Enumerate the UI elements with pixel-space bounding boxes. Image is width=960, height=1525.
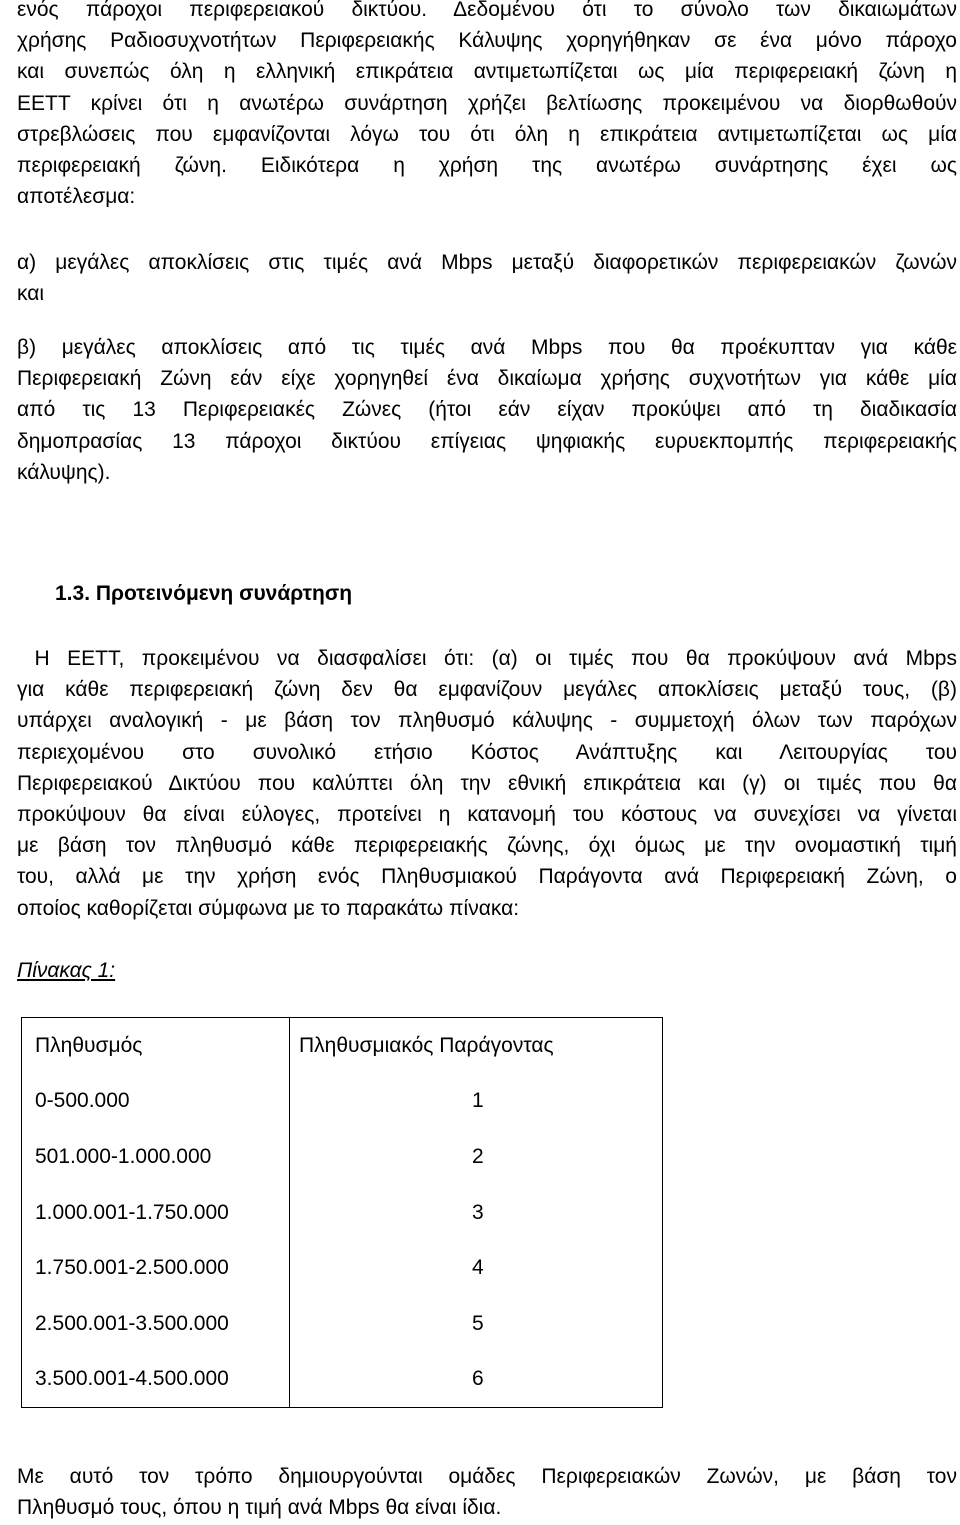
cell-population: 1.750.001-2.500.000 bbox=[22, 1240, 290, 1296]
text-line: και συνεπώς όλη η ελληνική επικράτεια αντιμετωπίζεται ως μία περιφερειακή ζώνη η bbox=[17, 60, 957, 84]
text-line: περιεχομένου στο συνολικό ετήσιο Κόστος Ανάπτυξης και Λειτουργίας του bbox=[17, 740, 957, 764]
text-line: του, αλλά με την χρήση ενός Πληθυσμιακού Παράγοντα ανά Περιφερειακή Ζώνη, ο bbox=[17, 865, 957, 889]
text-line: αποτέλεσμα: bbox=[17, 185, 136, 209]
table-header-row bbox=[22, 1018, 663, 1074]
text-line: ενός πάροχοι περιφερειακού δικτύου. Δεδομένου ότι το σύνολο των δικαιωμάτων bbox=[17, 0, 957, 21]
proposal-paragraph bbox=[17, 643, 957, 924]
cell-factor: 1 bbox=[290, 1074, 663, 1130]
text-line: περιφερειακή ζώνη. Ειδικότερα η χρήση της ανωτέρω συνάρτησης έχει ως bbox=[17, 154, 957, 178]
text-line: Με αυτό τον τρόπο δημιουργούνται ομάδες Περιφερειακών Ζωνών, με βάση τον bbox=[17, 1465, 957, 1488]
population-factor-table bbox=[21, 1017, 663, 1408]
text-line: Η ΕΕΤΤ, προκειμένου να διασφαλίσει ότι: (α) οι τιμές που θα προκύψουν ανά Mbps bbox=[17, 647, 957, 670]
text-line: προκύψουν θα είναι εύλογες, προτείνει η κατανομή του κόστους να συνεχίσει να γίνεται bbox=[17, 803, 957, 827]
table-row bbox=[22, 1074, 663, 1130]
list-item-a bbox=[17, 247, 957, 309]
table-row bbox=[22, 1240, 663, 1296]
cell-factor: 2 bbox=[290, 1129, 663, 1185]
table-row bbox=[22, 1129, 663, 1185]
cell-factor: 3 bbox=[290, 1185, 663, 1241]
cell-population: 1.000.001-1.750.000 bbox=[22, 1185, 290, 1241]
cell-factor: 6 bbox=[290, 1352, 663, 1408]
text-line: Περιφερειακού Δικτύου που καλύπτει όλη την εθνική επικράτεια και (γ) οι τιμές που θα bbox=[17, 771, 957, 795]
closing-paragraph bbox=[17, 1461, 957, 1523]
text-line: στρεβλώσεις που εμφανίζονται λόγω του ότι όλη η επικράτεια αντιμετωπίζεται ως μία bbox=[17, 122, 957, 146]
list-item-b bbox=[17, 332, 957, 488]
text-line: χρήσης Ραδιοσυχνοτήτων Περιφερειακής Κάλυψης χορηγήθηκαν σε ένα μόνο πάροχο bbox=[17, 29, 957, 53]
text-line: υπάρχει αναλογική - με βάση τον πληθυσμό κάλυψης - συμμετοχή όλων των παρόχων bbox=[17, 709, 957, 733]
text-line: και bbox=[17, 282, 45, 306]
cell-population: 2.500.001-3.500.000 bbox=[22, 1296, 290, 1352]
cell-factor: 5 bbox=[290, 1296, 663, 1352]
text-line: β) μεγάλες αποκλίσεις από τις τιμές ανά Mbps που θα προέκυπταν για κάθε bbox=[17, 336, 957, 359]
text-line: για κάθε περιφερειακή ζώνη δεν θα εμφανίζουν μεγάλες αποκλίσεις μεταξύ τους, (β) bbox=[17, 678, 957, 702]
text-line: α) μεγάλες αποκλίσεις στις τιμές ανά Mbps μεταξύ διαφορετικών περιφερειακών ζωνών bbox=[17, 251, 957, 274]
cell-factor: 4 bbox=[290, 1240, 663, 1296]
text-line: με βάση τον πληθυσμό κάθε περιφερειακής ζώνης, όχι όμως με την ονομαστική τιμή bbox=[17, 834, 957, 858]
text-line: Πληθυσμό τους, όπου η τιμή ανά Mbps θα είναι ίδια. bbox=[17, 1496, 502, 1520]
cell-population: 0-500.000 bbox=[22, 1074, 290, 1130]
table-row bbox=[22, 1352, 663, 1408]
text-line: οποίος καθορίζεται σύμφωνα με το παρακάτω πίνακα: bbox=[17, 896, 520, 920]
table-row bbox=[22, 1296, 663, 1352]
cell-population: 3.500.001-4.500.000 bbox=[22, 1352, 290, 1408]
header-cell-factor: Πληθυσμιακός Παράγοντας bbox=[290, 1018, 663, 1074]
text-line: δημοπρασίας 13 πάροχοι δικτύου επίγειας ψηφιακής ευρυεκπομπής περιφερειακής bbox=[17, 429, 957, 453]
cell-population: 501.000-1.000.000 bbox=[22, 1129, 290, 1185]
table-row bbox=[22, 1185, 663, 1241]
section-heading: 1.3. Προτεινόμενη συνάρτηση bbox=[55, 582, 353, 605]
table-caption: Πίνακας 1: bbox=[17, 959, 116, 982]
header-cell-population: Πληθυσμός bbox=[22, 1018, 290, 1074]
text-line: κάλυψης). bbox=[17, 460, 111, 484]
intro-paragraph bbox=[17, 0, 957, 212]
text-line: Περιφερειακή Ζώνη εάν είχε χορηγηθεί ένα δικαίωμα χρήσης συχνοτήτων για κάθε μία bbox=[17, 367, 957, 391]
text-line: από τις 13 Περιφερειακές Ζώνες (ήτοι εάν είχαν προκύψει από τη διαδικασία bbox=[17, 398, 957, 422]
text-line: ΕΕΤΤ κρίνει ότι η ανωτέρω συνάρτηση χρήζει βελτίωσης προκειμένου να διορθωθούν bbox=[17, 91, 957, 115]
